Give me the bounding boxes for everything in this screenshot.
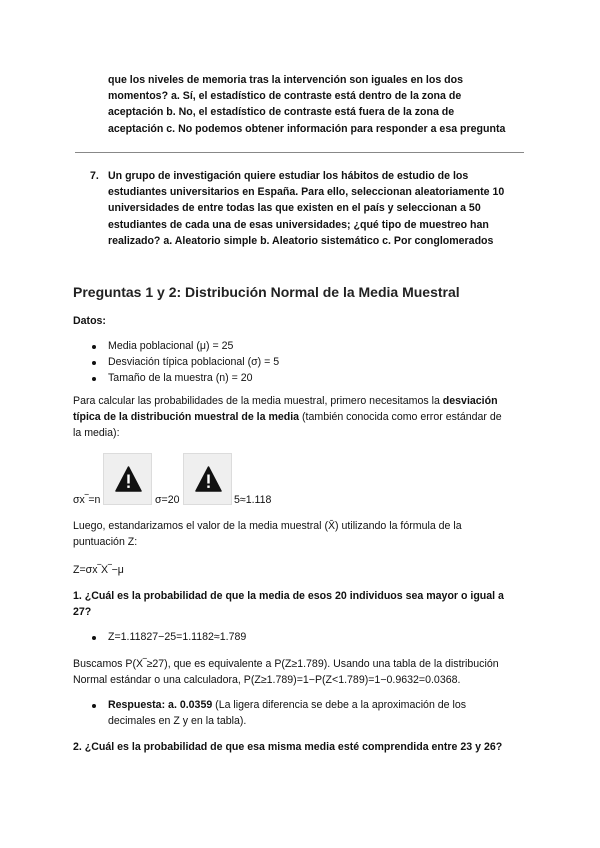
- standardize-line: puntuación Z:: [73, 536, 138, 549]
- q2-heading: 2. ¿Cuál es la probabilidad de que esa misma media esté comprendida entre 23 y 26?: [73, 741, 503, 753]
- question-7-line: estudiantes universitarios en España. Para ello, seleccionan aleatoriamente 10: [108, 186, 505, 199]
- prev-question-text: [108, 72, 505, 137]
- bullet-dot: [92, 345, 96, 349]
- q1-heading-line: 27?: [73, 606, 92, 619]
- list-item: Desviación típica poblacional (σ) = 5: [108, 356, 280, 368]
- section-heading: Preguntas 1 y 2: Distribución Normal de la Media Muestral: [73, 284, 460, 300]
- prev-question-line: momentos? a. Sí, el estadístico de contraste está dentro de la zona de: [108, 90, 462, 103]
- intro-paragraph: [73, 393, 533, 442]
- prev-question-line: aceptación b. No, el estadístico de contraste está fuera de la zona de: [108, 106, 455, 119]
- formula-part: σx‾=n: [73, 494, 101, 506]
- question-7-line: universidades de entre todas las que existen en el país y seleccionan a 50: [108, 202, 481, 215]
- z-calculation: Z=1.11827−25=1.1182≈1.789: [108, 631, 247, 643]
- intro-text: (también conocida como error estándar de: [299, 411, 502, 424]
- q1-heading: [73, 588, 504, 620]
- bullet-dot: [92, 636, 96, 640]
- formula-part: σ=20: [155, 494, 180, 506]
- datos-label: Datos:: [73, 315, 106, 327]
- search-line: Normal estándar o una calculadora, P(Z≥1.789)=1−P(Z<1.789)=1−0.9632=0.0368.: [73, 674, 461, 687]
- q1-heading-line: 1. ¿Cuál es la probabilidad de que la media de esos 20 individuos sea mayor o igual a: [73, 590, 504, 602]
- section-divider: [75, 152, 524, 153]
- standardize-line: Luego, estandarizamos el valor de la media muestral (X̄) utilizando la fórmula de la: [73, 520, 462, 532]
- search-paragraph: [73, 656, 499, 688]
- broken-image: [103, 453, 152, 505]
- intro-bold: desviación: [442, 395, 498, 407]
- intro-text: la media):: [73, 427, 120, 440]
- question-7-line: realizado? a. Aleatorio simple b. Aleatorio sistemático c. Por conglomerados: [108, 234, 494, 247]
- question-7-text: [108, 168, 504, 249]
- bullet-dot: [92, 377, 96, 381]
- standardize-paragraph: [73, 518, 462, 550]
- answer-note: decimales en Z y en la tabla).: [108, 715, 247, 728]
- formula-part: 5≈1.118: [234, 494, 272, 506]
- prev-question-line: que los niveles de memoria tras la intervención son iguales en los dos: [108, 74, 464, 86]
- warning-icon: [115, 466, 142, 492]
- broken-image: [183, 453, 232, 505]
- intro-bold: típica de la distribución muestral de la media: [73, 411, 300, 424]
- intro-text: Para calcular las probabilidades de la media muestral, primero necesitamos la: [73, 395, 443, 407]
- question-7-number: 7.: [90, 170, 99, 182]
- list-item: Tamaño de la muestra (n) = 20: [108, 372, 253, 384]
- bullet-dot: [92, 704, 96, 708]
- search-line: Buscamos P(X‾≥27), que es equivalente a P(Z≥1.789). Usando una tabla de la distribución: [73, 658, 499, 670]
- list-item: Media poblacional (μ) = 25: [108, 340, 234, 352]
- question-7-line: Un grupo de investigación quiere estudiar los hábitos de estudio de los: [108, 170, 469, 182]
- warning-icon: [195, 466, 222, 492]
- answer-note: (La ligera diferencia se debe a la aproximación de los: [212, 699, 467, 711]
- prev-question-line: aceptación c. No podemos obtener información para responder a esa pregunta: [108, 122, 506, 135]
- answer-block: [108, 697, 466, 729]
- z-formula: Z=σx‾X‾−μ: [73, 564, 124, 576]
- bullet-dot: [92, 361, 96, 365]
- question-7-line: estudiantes de cada una de esas universidades; ¿qué tipo de muestreo han: [108, 218, 489, 231]
- answer-label: Respuesta: a. 0.0359: [108, 699, 213, 711]
